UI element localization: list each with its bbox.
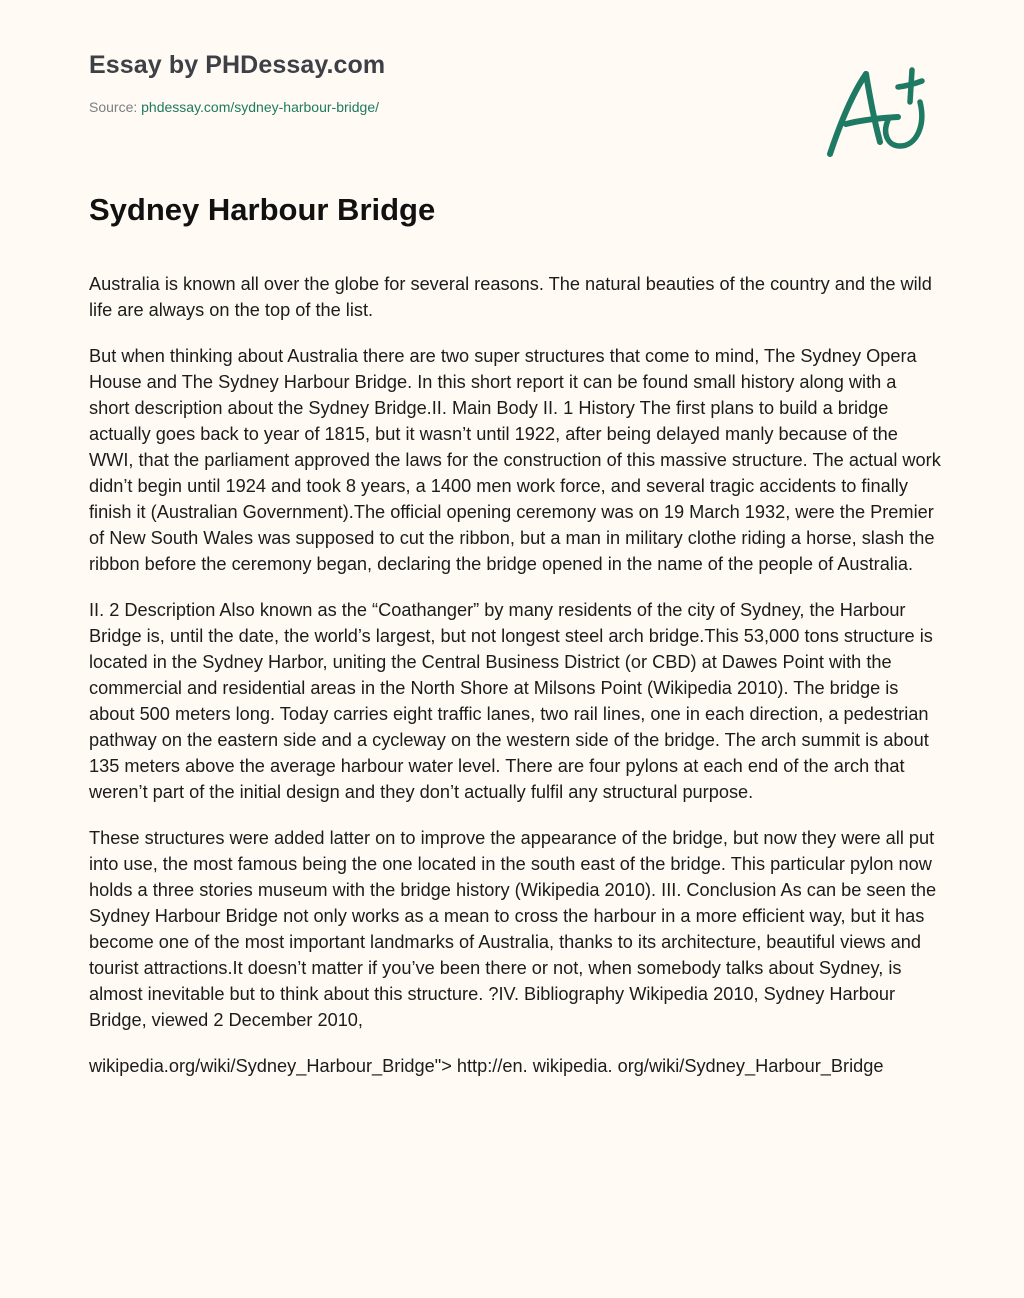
source-label: Source: [89,99,142,115]
source-link[interactable]: phdessay.com/sydney-harbour-bridge/ [141,99,380,115]
a-plus-grade-icon [822,62,932,162]
paragraph-conclusion: These structures were added latter on to improve the appearance of the bridge, but now they were all put into use, the most famous being the one located in the south east of the bridge. This particular pylon now holds a three stories museum with the bridge history (Wikipedia 2010). III. Conclusion As can be seen the Sydney Harbour Bridge not only works as a mean to cross the harbour in a more efficient way, but it has become one of the most important landmarks of Australia, thanks to its architecture, beautiful views and tourist attractions.It doesn’t matter if you’ve been there or not, when somebody talks about Sydney, is almost inevitable but to think about this structure. ?IV. Bibliography Wikipedia 2010, Sydney Harbour Bridge, viewed 2 December 2010, [89,828,937,1030]
page-header [89,48,789,116]
paragraph-bibliography-link: wikipedia.org/wiki/Sydney_Harbour_Bridge"> http://en. wikipedia. org/wiki/Sydney_Harbour_Bridge [89,1056,884,1076]
document-title: Sydney Harbour Bridge [89,192,436,227]
paragraph-history: But when thinking about Australia there are two super structures that come to mind, The Sydney Opera House and The Sydney Harbour Bridge. In this short report it can be found small history along with a short description about the Sydney Bridge.II. Main Body II. 1 History The first plans to build a bridge actually goes back to year of 1815, but it wasn’t until 1922, after being delayed manly because of the WWI, that the parliament approved the laws for the construction of this massive structure. The actual work didn’t begin until 1924 and took 8 years, a 1400 men work force, and several tragic accidents to finally finish it (Australian Government).The official opening ceremony was on 19 March 1932, were the Premier of New South Wales was supposed to cut the ribbon, but a man in military clothe riding a horse, slash the ribbon before the ceremony began, declaring the bridge opened in the name of the people of Australia. [89,346,941,574]
source-line [89,98,789,116]
paragraph-intro: Australia is known all over the globe for several reasons. The natural beauties of the country and the wild life are always on the top of the list. [89,274,932,320]
document-body [89,271,941,1099]
site-title: Essay by PHDessay.com [89,51,386,79]
paragraph-description: II. 2 Description Also known as the “Coathanger” by many residents of the city of Sydney, the Harbour Bridge is, until the date, the world’s largest, but not longest steel arch bridge.This 53,000 tons structure is located in the Sydney Harbor, uniting the Central Business District (or CBD) at Dawes Point with the commercial and residential areas in the North Shore at Milsons Point (Wikipedia 2010). The bridge is about 500 meters long. Today carries eight traffic lanes, two rail lines, one in each direction, a pedestrian pathway on the eastern side and a cycleway on the western side of the bridge. The arch summit is about 135 meters above the average harbour water level. There are four pylons at each end of the arch that weren’t part of the initial design and they don’t actually fulfil any structural purpose. [89,600,933,802]
